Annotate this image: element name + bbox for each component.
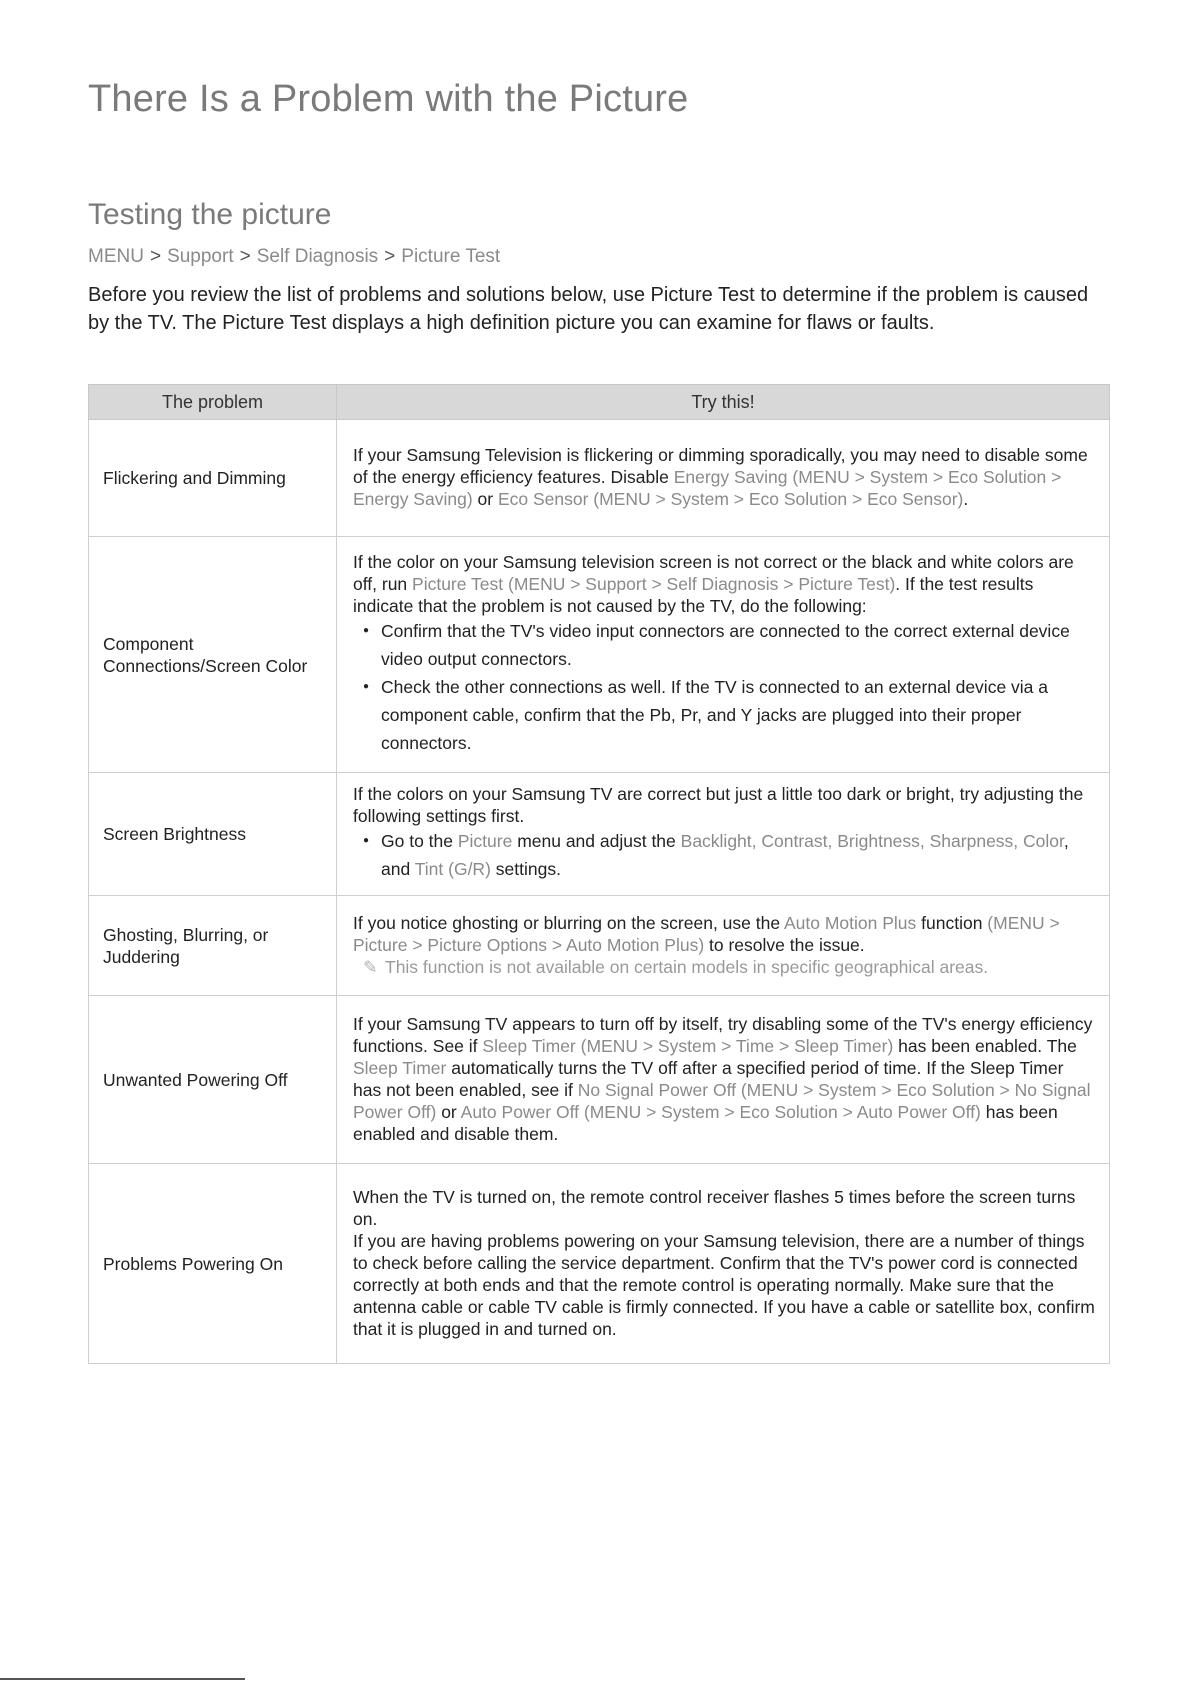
solution-paragraph: When the TV is turned on, the remote control receiver flashes 5 times before the screen turns on. [353,1186,1076,1229]
table-row [89,420,1110,537]
solution-cell [337,773,1110,896]
solution-text: function [916,912,988,933]
problem-cell: Unwanted Powering Off [89,996,337,1164]
breadcrumb-item-menu: MENU [88,246,144,267]
problem-cell: Ghosting, Blurring, or Juddering [89,896,337,996]
solution-text: , and [381,831,1069,879]
menu-path: Picture Test (MENU > Support > Self Diagnosis > Picture Test) [412,573,896,594]
solution-cell [337,896,1110,996]
footer-divider [0,1678,245,1680]
problem-cell: Flickering and Dimming [89,420,337,537]
solution-text: Go to the [381,831,458,851]
solution-cell [337,996,1110,1164]
solution-text: or [436,1101,461,1122]
problem-cell: Problems Powering On [89,1164,337,1364]
solution-text: If the color on your Samsung television screen is not correct or the black and white colors are off, run [353,551,1074,594]
chevron-right-icon: > [384,246,396,267]
solution-text: to resolve the issue. [704,934,865,955]
solution-paragraph [353,551,1095,617]
chevron-right-icon: > [239,246,251,267]
solution-text: menu and adjust the [512,831,681,851]
setting-name: Tint (G/R) [414,859,491,879]
menu-path: Sleep Timer (MENU > System > Time > Sleep Timer) [482,1035,894,1056]
bullet-list [353,617,1095,757]
table-row [89,996,1110,1164]
solution-paragraph: If the colors on your Samsung TV are correct but just a little too dark or bright, try adjusting the following settings first. [353,784,1084,826]
menu-path: Energy Saving (MENU > System > Eco Solution > Energy Saving) [353,467,1062,509]
feature-name: Auto Motion Plus [783,912,917,933]
list-item: ● Check the other connections as well. If the TV is connected to an external device via a component cable, confirm that the Pb, Pr, and Y jacks are plugged into their proper connectors. [363,673,1095,757]
bullet-list [353,827,1095,883]
chevron-right-icon: > [149,246,162,267]
breadcrumb-item-picture-test: Picture Test [401,246,501,267]
header-try-this: Try this! [337,385,1110,420]
problem-cell: Screen Brightness [89,773,337,896]
table-row [89,896,1110,996]
menu-path: Auto Power Off (MENU > System > Eco Solution > Auto Power Off) [460,1101,981,1122]
header-problem: The problem [89,385,337,420]
table-row [89,773,1110,896]
solution-text: or [472,489,498,509]
solution-text: has been enabled. The [893,1035,1077,1056]
section-title: Testing the picture [88,198,332,231]
menu-name: Picture [457,831,513,851]
table-row [89,537,1110,773]
solution-text: settings. [490,859,561,879]
solution-text: If your Samsung TV appears to turn off by itself, try disabling some of the TV's energy efficiency functions. See if [353,1013,1093,1056]
list-item [363,827,1095,883]
menu-path: (MENU > Picture > Picture Options > Auto Motion Plus) [353,912,1060,955]
problem-cell: Component Connections/Screen Color [89,537,337,773]
menu-path: Eco Sensor (MENU > System > Eco Solution > Eco Sensor) [497,489,964,509]
solution-text: . If the test results indicate that the problem is not caused by the TV, do the following: [353,573,1034,616]
solution-text: automatically turns the TV off after a specified period of time. If the Sleep Timer has not been enabled, see if [353,1057,1064,1100]
table-header-row [89,385,1110,420]
list-item: ● Confirm that the TV's video input connectors are connected to the correct external device video output connectors. [363,617,1095,673]
note-text: This function is not available on certain models in specific geographical areas. [385,956,989,977]
breadcrumb [88,246,500,268]
breadcrumb-item-support: Support [167,246,234,267]
page-title: There Is a Problem with the Picture [88,78,689,120]
solution-cell [337,1164,1110,1364]
solution-text: has been enabled and disable them. [353,1101,1058,1144]
setting-names: Backlight, Contrast, Brightness, Sharpness, Color [680,831,1064,851]
solution-paragraph [353,912,1095,956]
note [353,956,1095,978]
solution-cell [337,537,1110,773]
solution-text: If your Samsung Television is flickering or dimming sporadically, you may need to disable some of the energy efficiency features. Disable [353,445,1088,487]
solution-text: . [963,489,969,509]
table-row [89,1164,1110,1364]
intro-paragraph: Before you review the list of problems and solutions below, use Picture Test to determine if the problem is caused by the TV. The Picture Test displays a high definition picture you can examine for flaws or faults. [88,284,1089,334]
problem-table [88,384,1110,1364]
solution-text: If you notice ghosting or blurring on the screen, use the [353,912,784,933]
breadcrumb-item-self-diagnosis: Self Diagnosis [256,246,379,267]
menu-path: No Signal Power Off (MENU > System > Eco Solution > No Signal Power Off) [353,1079,1091,1122]
solution-paragraph: If you are having problems powering on your Samsung television, there are a number of things to check before calling the service department. Confirm that the TV's power cord is connected correctly at both ends and that the remote control is operating normally. Make sure that the antenna cable or cable TV cable is firmly connected. If you have a cable or satellite box, confirm that it is plugged in and turned on. [353,1230,1095,1339]
feature-name: Sleep Timer [353,1057,447,1078]
solution-cell [337,420,1110,537]
pencil-icon: ✎ [363,956,378,977]
